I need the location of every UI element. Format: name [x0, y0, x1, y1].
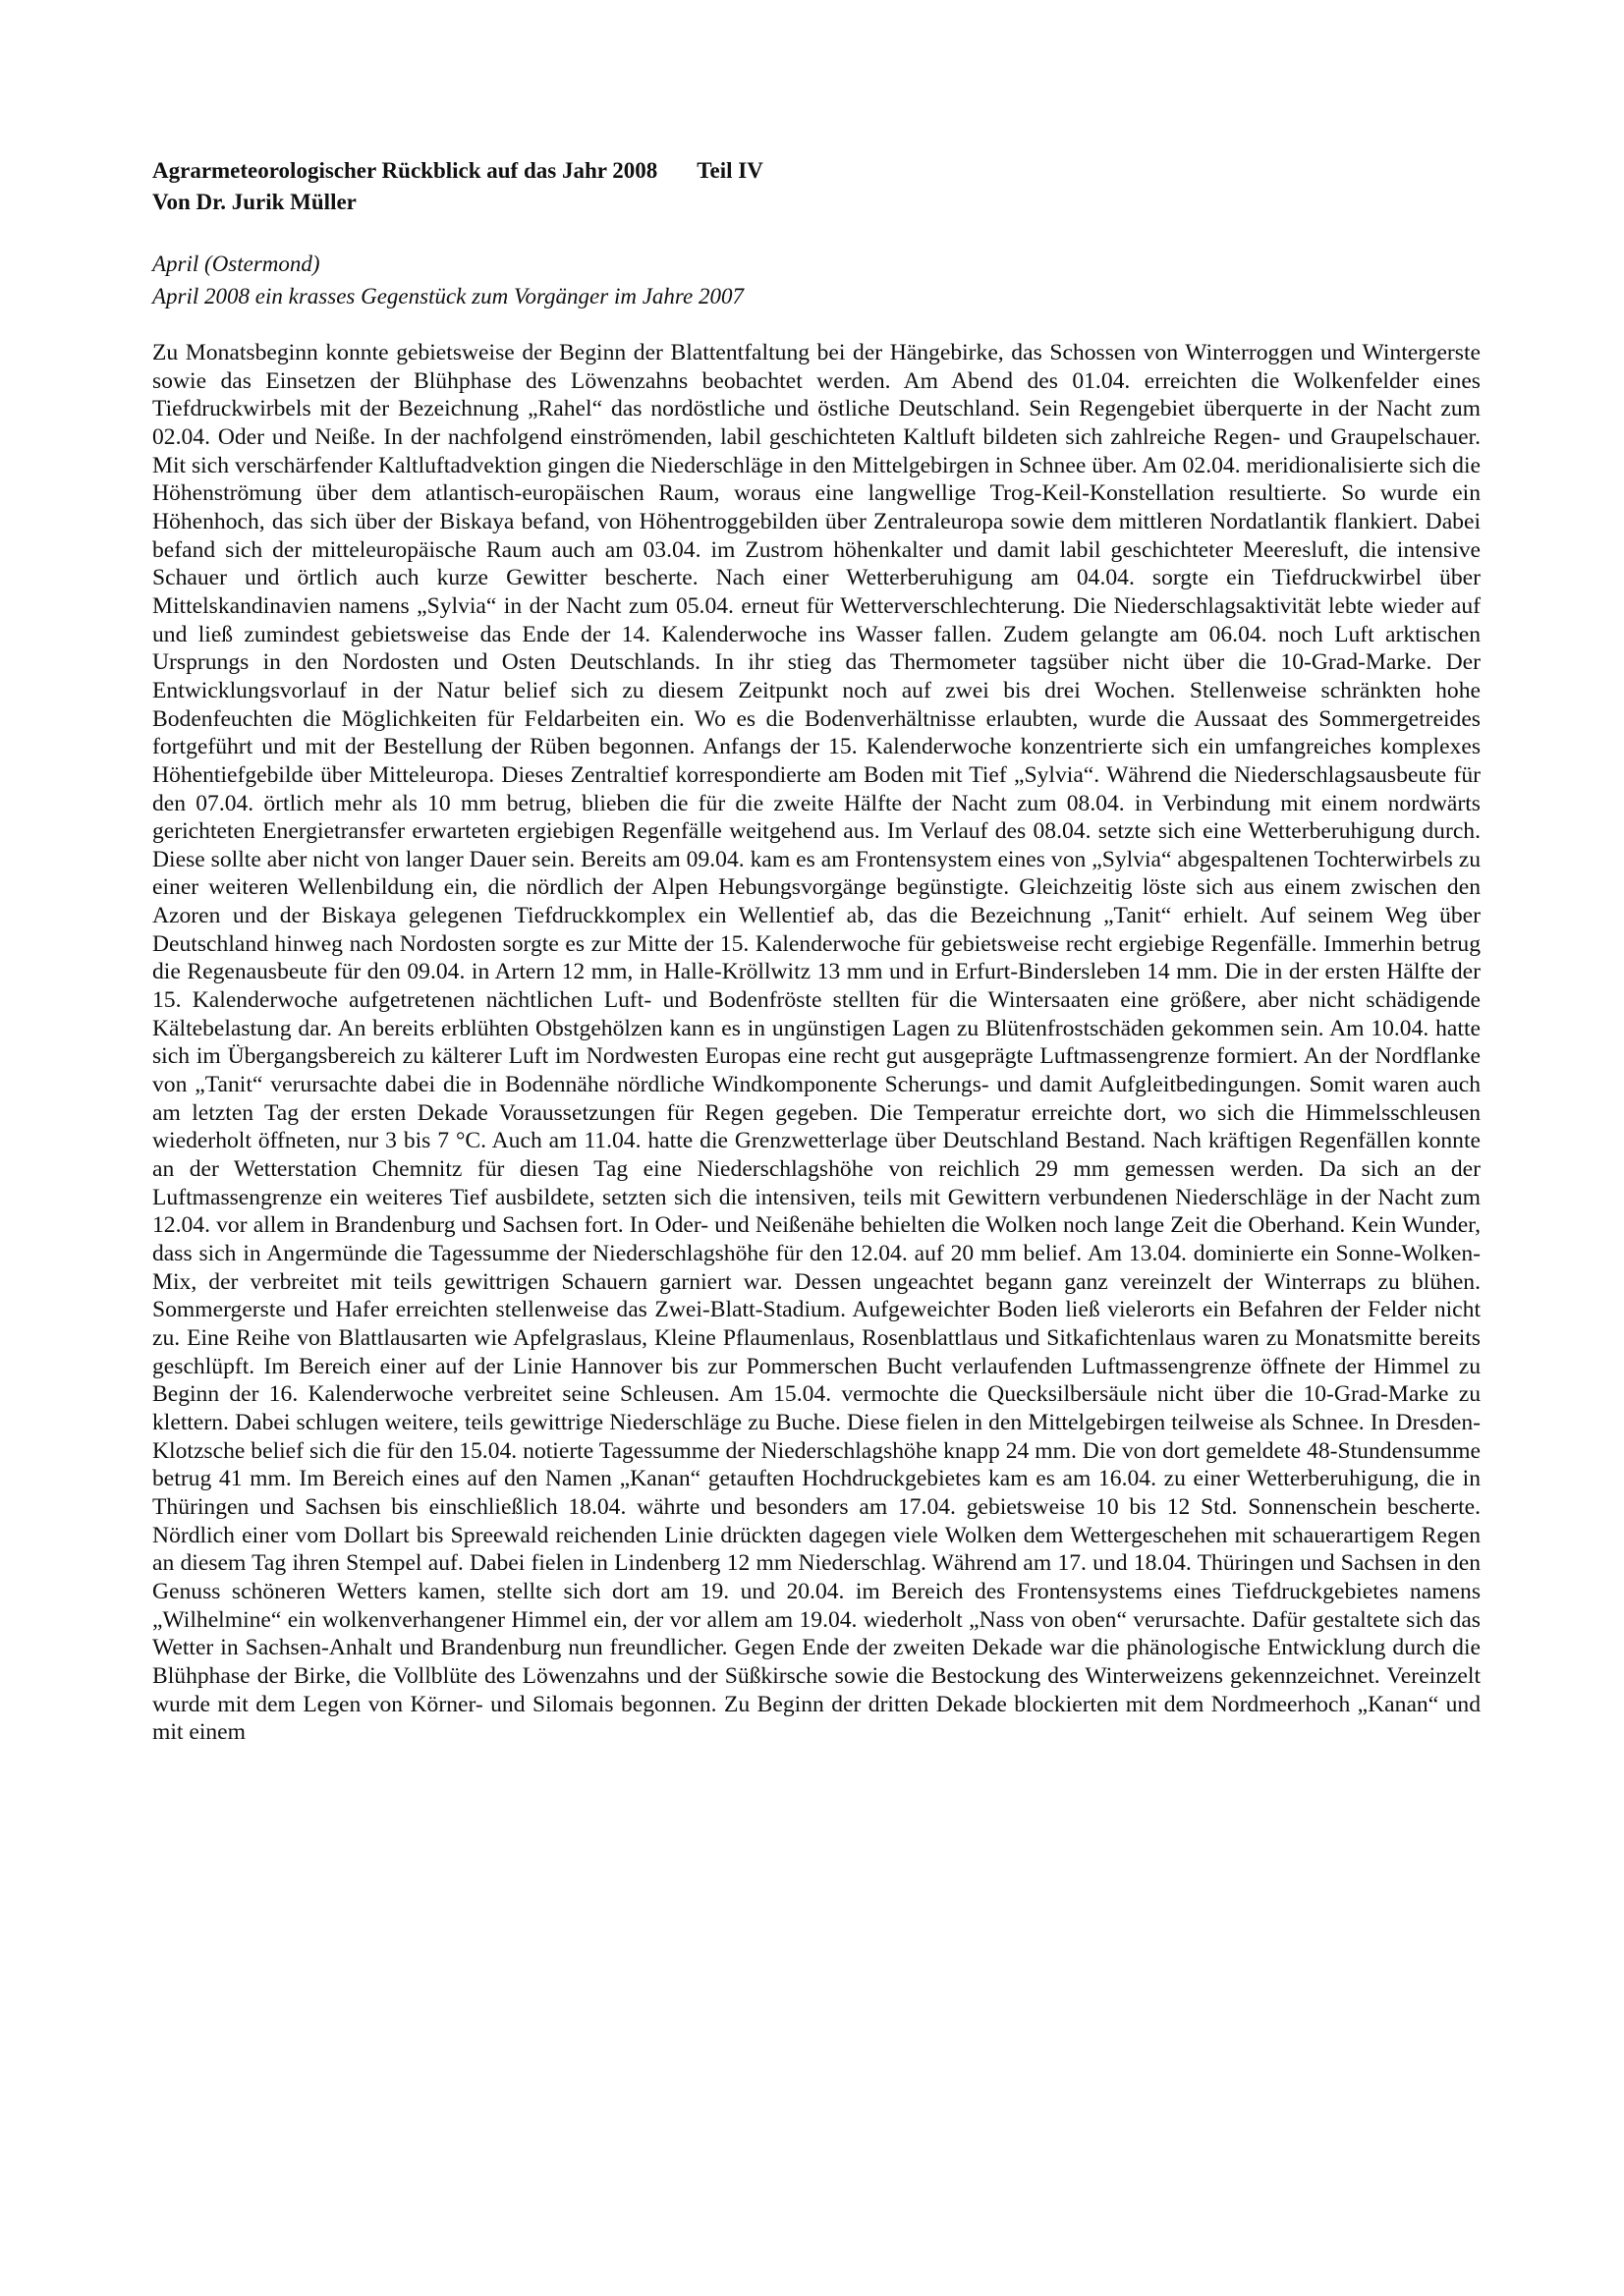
body-paragraph: Zu Monatsbeginn konnte gebietsweise der Beginn der Blattentfaltung bei der Hängebirke, das Schossen von Winterroggen und Wintergerste sowie das Einsetzen der Blühphase des Löwenzahns beobachtet werden. Am Abend des 01.04. erreichten die Wolkenfelder eines Tiefdruckwirbels mit der Bezeichnung „Rahel“ das nordöstliche und östliche Deutschland. Sein Regengebiet überquerte in der Nacht zum 02.04. Oder und Neiße. In der nachfolgend einströmenden, labil geschichteten Kaltluft bildeten sich zahlreiche Regen- und Graupelschauer. Mit sich verschärfender Kaltluftadvektion gingen die Niederschläge in den Mittelgebirgen in Schnee über. Am 02.04. meridionalisierte sich die Höhenströmung über dem atlantisch-europäischen Raum, woraus eine langwellige Trog-Keil-Konstellation resultierte. So wurde ein Höhenhoch, das sich über der Biskaya befand, von Höhentroggebilden über Zentraleuropa sowie dem mittleren Nordatlantik flankiert. Dabei befand sich der mitteleuropäische Raum auch am 03.04. im Zustrom höhenkalter und damit labil geschichteter Meeresluft, die intensive Schauer und örtlich auch kurze Gewitter bescherte. Nach einer Wetterberuhigung am 04.04. sorgte ein Tiefdruckwirbel über Mittelskandinavien namens „Sylvia“ in der Nacht zum 05.04. erneut für Wetterverschlechterung. Die Niederschlagsaktivität lebte wieder auf und ließ zumindest gebietsweise das Ende der 14. Kalenderwoche ins Wasser fallen. Zudem gelangte am 06.04. noch Luft arktischen Ursprungs in den Nordosten und Osten Deutschlands. In ihr stieg das Thermometer tagsüber nicht über die 10-Grad-Marke. Der Entwicklungsvorlauf in der Natur belief sich zu diesem Zeitpunkt noch auf zwei bis drei Wochen. Stellenweise schränkten hohe Bodenfeuchten die Möglichkeiten für Feldarbeiten ein. Wo es die Bodenverhältnisse erlaubten, wurde die Aussaat des Sommergetreides fortgeführt und mit der Bestellung der Rüben begonnen. Anfangs der 15. Kalenderwoche konzentrierte sich ein umfangreiches komplexes Höhentiefgebilde über Mitteleuropa. Dieses Zentraltief korrespondierte am Boden mit Tief „Sylvia“. Während die Niederschlagsausbeute für den 07.04. örtlich mehr als 10 mm betrug, blieben die für die zweite Hälfte der Nacht zum 08.04. in Verbindung mit einem nordwärts gerichteten Energietransfer erwarteten ergiebigen Regenfälle weitgehend aus. Im Verlauf des 08.04. setzte sich eine Wetterberuhigung durch. Diese sollte aber nicht von langer Dauer sein. Bereits am 09.04. kam es am Frontensystem eines von „Sylvia“ abgespaltenen Tochterwirbels zu einer weiteren Wellenbildung ein, die nördlich der Alpen Hebungsvorgänge begünstigte. Gleichzeitig löste sich aus einem zwischen den Azoren und der Biskaya gelegenen Tiefdruckkomplex ein Wellentief ab, das die Bezeichnung „Tanit“ erhielt. Auf seinem Weg über Deutschland hinweg nach Nordosten sorgte es zur Mitte der 15. Kalenderwoche für gebietsweise recht ergiebige Regenfälle. Immerhin betrug die Regenausbeute für den 09.04. in Artern 12 mm, in Halle-Kröllwitz 13 mm und in Erfurt-Bindersleben 14 mm. Die in der ersten Hälfte der 15. Kalenderwoche aufgetretenen nächtlichen Luft- und Bodenfröste stellten für die Wintersaaten eine größere, aber nicht schädigende Kältebelastung dar. An bereits erblühten Obstgehölzen kann es in ungünstigen Lagen zu Blütenfrostschäden gekommen sein. Am 10.04. hatte sich im Übergangsbereich zu kälterer Luft im Nordwesten Europas eine recht gut ausgeprägte Luftmassengrenze formiert. An der Nordflanke von „Tanit“ verursachte dabei die in Bodennähe nördliche Windkomponente Scherungs- und damit Aufgleitbedingungen. Somit waren auch am letzten Tag der ersten Dekade Voraussetzungen für Regen gegeben. Die Temperatur erreichte dort, wo sich die Himmelsschleusen wiederholt öffneten, nur 3 bis 7 °C. Auch am 11.04. hatte die Grenzwetterlage über Deutschland Bestand. Nach kräftigen Regenfällen konnte an der Wetterstation Chemnitz für diesen Tag eine Niederschlagshöhe von reichlich 29 mm gemessen werden. Da sich an der Luftmassengrenze ein weiteres Tief ausbildete, setzten sich die intensiven, teils mit Gewittern verbundenen Niederschläge in der Nacht zum 12.04. vor allem in Brandenburg und Sachsen fort. In Oder- und Neißenähe behielten die Wolken noch lange Zeit die Oberhand. Kein Wunder, dass sich in Angermünde die Tagessumme der Niederschlagshöhe für den 12.04. auf 20 mm belief. Am 13.04. dominierte ein Sonne-Wolken-Mix, der verbreitet mit teils gewittrigen Schauern garniert war. Dessen ungeachtet begann ganz vereinzelt der Winterraps zu blühen. Sommergerste und Hafer erreichten stellenweise das Zwei-Blatt-Stadium. Aufgeweichter Boden ließ vielerorts ein Befahren der Felder nicht zu. Eine Reihe von Blattlausarten wie Apfelgraslaus, Kleine Pflaumenlaus, Rosenblattlaus und Sitkafichtenlaus waren zu Monatsmitte bereits geschlüpft. Im Bereich einer auf der Linie Hannover bis zur Pommerschen Bucht verlaufenden Luftmassengrenze öffnete der Himmel zu Beginn der 16. Kalenderwoche verbreitet seine Schleusen. Am 15.04. vermochte die Quecksilbersäule nicht über die 10-Grad-Marke zu klettern. Dabei schlugen weitere, teils gewittrige Niederschläge zu Buche. Diese fielen in den Mittelgebirgen teilweise als Schnee. In Dresden-Klotzsche belief sich die für den 15.04. notierte Tagessumme der Niederschlagshöhe knapp 24 mm. Die von dort gemeldete 48-Stundensumme betrug 41 mm. Im Bereich eines auf den Namen „Kanan“ getauften Hochdruckgebietes kam es am 16.04. zu einer Wetterberuhigung, die in Thüringen und Sachsen bis einschließlich 18.04. währte und besonders am 17.04. gebietsweise 10 bis 12 Std. Sonnenschein bescherte. Nördlich einer vom Dollart bis Spreewald reichenden Linie drückten dagegen viele Wolken dem Wettergeschehen mit schauerartigem Regen an diesem Tag ihren Stempel auf. Dabei fielen in Lindenberg 12 mm Niederschlag. Während am 17. und 18.04. Thüringen und Sachsen in den Genuss schöneren Wetters kamen, stellte sich dort am 19. und 20.04. im Bereich des Frontensystems eines Tiefdruckgebietes namens „Wilhelmine“ ein wolkenverhangener Himmel ein, der vor allem am 19.04. wiederholt „Nass von oben“ verursachte. Dafür gestaltete sich das Wetter in Sachsen-Anhalt und Brandenburg nun freundlicher. Gegen Ende der zweiten Dekade war die phänologische Entwicklung durch die Blühphase der Birke, die Vollblüte des Löwenzahns und der Süßkirsche sowie die Bestockung des Winterweizens gekennzeichnet. Vereinzelt wurde mit dem Legen von Körner- und Silomais begonnen. Zu Beginn der dritten Dekade blockierten mit dem Nordmeerhoch „Kanan“ und mit einem	[152, 340, 1481, 1746]
document-title: Agrarmeteorologischer Rückblick auf das Jahr 2008	[152, 158, 658, 183]
section-subtitle: April 2008 ein krasses Gegenstück zum Vorgänger im Jahre 2007	[152, 284, 744, 308]
document-header	[152, 155, 763, 218]
month-heading: April (Ostermond)	[152, 252, 320, 276]
section-heading	[152, 248, 744, 312]
document-author: Von Dr. Jurik Müller	[152, 190, 357, 214]
document-part: Teil IV	[697, 158, 763, 183]
